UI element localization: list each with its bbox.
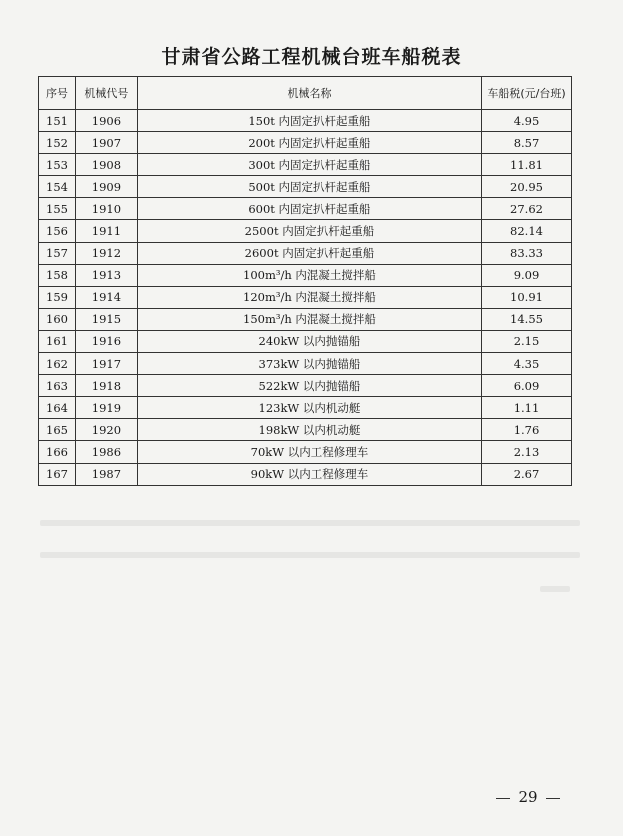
- cell-serial: 152: [39, 132, 76, 154]
- table-row: [39, 220, 572, 242]
- cell-machine-name: 2500t 内固定扒杆起重船: [137, 220, 481, 242]
- cell-serial: 159: [39, 286, 76, 308]
- dash-right: [546, 798, 560, 799]
- cell-machine-name: 600t 内固定扒杆起重船: [137, 198, 481, 220]
- bleed-through-line: [40, 520, 580, 526]
- cell-tax: 2.13: [482, 441, 572, 463]
- cell-tax: 11.81: [482, 154, 572, 176]
- cell-tax: 10.91: [482, 286, 572, 308]
- cell-tax: 2.15: [482, 330, 572, 352]
- cell-machine-name: 150m³/h 内混凝土搅拌船: [137, 308, 481, 330]
- table-header-row: [39, 77, 572, 110]
- cell-tax: 1.11: [482, 397, 572, 419]
- cell-machine-code: 1987: [75, 463, 137, 485]
- cell-machine-name: 500t 内固定扒杆起重船: [137, 176, 481, 198]
- cell-tax: 6.09: [482, 375, 572, 397]
- vehicle-tax-table: [38, 76, 572, 486]
- page-number: [478, 788, 578, 806]
- cell-machine-name: 200t 内固定扒杆起重船: [137, 132, 481, 154]
- cell-serial: 165: [39, 419, 76, 441]
- page-number-text: 29: [518, 788, 538, 806]
- cell-machine-code: 1908: [75, 154, 137, 176]
- cell-serial: 156: [39, 220, 76, 242]
- cell-machine-name: 198kW 以内机动艇: [137, 419, 481, 441]
- cell-serial: 163: [39, 375, 76, 397]
- page-title: 甘肃省公路工程机械台班车船税表: [161, 46, 462, 68]
- table-row: [39, 308, 572, 330]
- cell-machine-name: 123kW 以内机动艇: [137, 397, 481, 419]
- cell-serial: 167: [39, 463, 76, 485]
- cell-tax: 82.14: [482, 220, 572, 242]
- cell-machine-code: 1918: [75, 375, 137, 397]
- cell-machine-code: 1916: [75, 330, 137, 352]
- bleed-through-line: [540, 586, 570, 592]
- table-row: [39, 353, 572, 375]
- cell-machine-name: 522kW 以内抛锚船: [137, 375, 481, 397]
- cell-serial: 162: [39, 353, 76, 375]
- cell-tax: 20.95: [482, 176, 572, 198]
- cell-machine-code: 1912: [75, 242, 137, 264]
- table-row: [39, 264, 572, 286]
- dash-left: [496, 798, 510, 799]
- cell-tax: 2.67: [482, 463, 572, 485]
- cell-machine-name: 2600t 内固定扒杆起重船: [137, 242, 481, 264]
- cell-serial: 151: [39, 110, 76, 132]
- table-row: [39, 242, 572, 264]
- cell-tax: 27.62: [482, 198, 572, 220]
- cell-serial: 161: [39, 330, 76, 352]
- table-row: [39, 198, 572, 220]
- table-row: [39, 330, 572, 352]
- cell-machine-code: 1913: [75, 264, 137, 286]
- header-machine-code: 机械代号: [75, 77, 137, 110]
- cell-machine-name: 373kW 以内抛锚船: [137, 353, 481, 375]
- header-tax: 车船税(元/台班): [482, 77, 572, 110]
- cell-machine-code: 1909: [75, 176, 137, 198]
- cell-tax: 8.57: [482, 132, 572, 154]
- cell-tax: 83.33: [482, 242, 572, 264]
- cell-machine-name: 150t 内固定扒杆起重船: [137, 110, 481, 132]
- table-row: [39, 154, 572, 176]
- cell-tax: 4.95: [482, 110, 572, 132]
- cell-machine-code: 1910: [75, 198, 137, 220]
- cell-serial: 160: [39, 308, 76, 330]
- cell-machine-code: 1907: [75, 132, 137, 154]
- cell-machine-code: 1906: [75, 110, 137, 132]
- cell-machine-name: 120m³/h 内混凝土搅拌船: [137, 286, 481, 308]
- cell-machine-name: 90kW 以内工程修理车: [137, 463, 481, 485]
- cell-machine-name: 70kW 以内工程修理车: [137, 441, 481, 463]
- table-row: [39, 441, 572, 463]
- cell-machine-name: 300t 内固定扒杆起重船: [137, 154, 481, 176]
- cell-machine-code: 1915: [75, 308, 137, 330]
- table-row: [39, 375, 572, 397]
- cell-serial: 155: [39, 198, 76, 220]
- cell-tax: 1.76: [482, 419, 572, 441]
- table-row: [39, 463, 572, 485]
- cell-tax: 14.55: [482, 308, 572, 330]
- table-row: [39, 286, 572, 308]
- cell-machine-name: 100m³/h 内混凝土搅拌船: [137, 264, 481, 286]
- cell-serial: 153: [39, 154, 76, 176]
- cell-serial: 157: [39, 242, 76, 264]
- cell-machine-code: 1917: [75, 353, 137, 375]
- bleed-through-line: [40, 552, 580, 558]
- cell-machine-code: 1911: [75, 220, 137, 242]
- cell-machine-code: 1914: [75, 286, 137, 308]
- cell-tax: 4.35: [482, 353, 572, 375]
- cell-tax: 9.09: [482, 264, 572, 286]
- table-row: [39, 132, 572, 154]
- table-row: [39, 176, 572, 198]
- cell-machine-name: 240kW 以内抛锚船: [137, 330, 481, 352]
- table-row: [39, 419, 572, 441]
- table-row: [39, 110, 572, 132]
- table-row: [39, 397, 572, 419]
- cell-serial: 154: [39, 176, 76, 198]
- cell-machine-code: 1919: [75, 397, 137, 419]
- cell-serial: 164: [39, 397, 76, 419]
- header-machine-name: 机械名称: [137, 77, 481, 110]
- cell-serial: 158: [39, 264, 76, 286]
- cell-machine-code: 1986: [75, 441, 137, 463]
- cell-machine-code: 1920: [75, 419, 137, 441]
- cell-serial: 166: [39, 441, 76, 463]
- header-serial: 序号: [39, 77, 76, 110]
